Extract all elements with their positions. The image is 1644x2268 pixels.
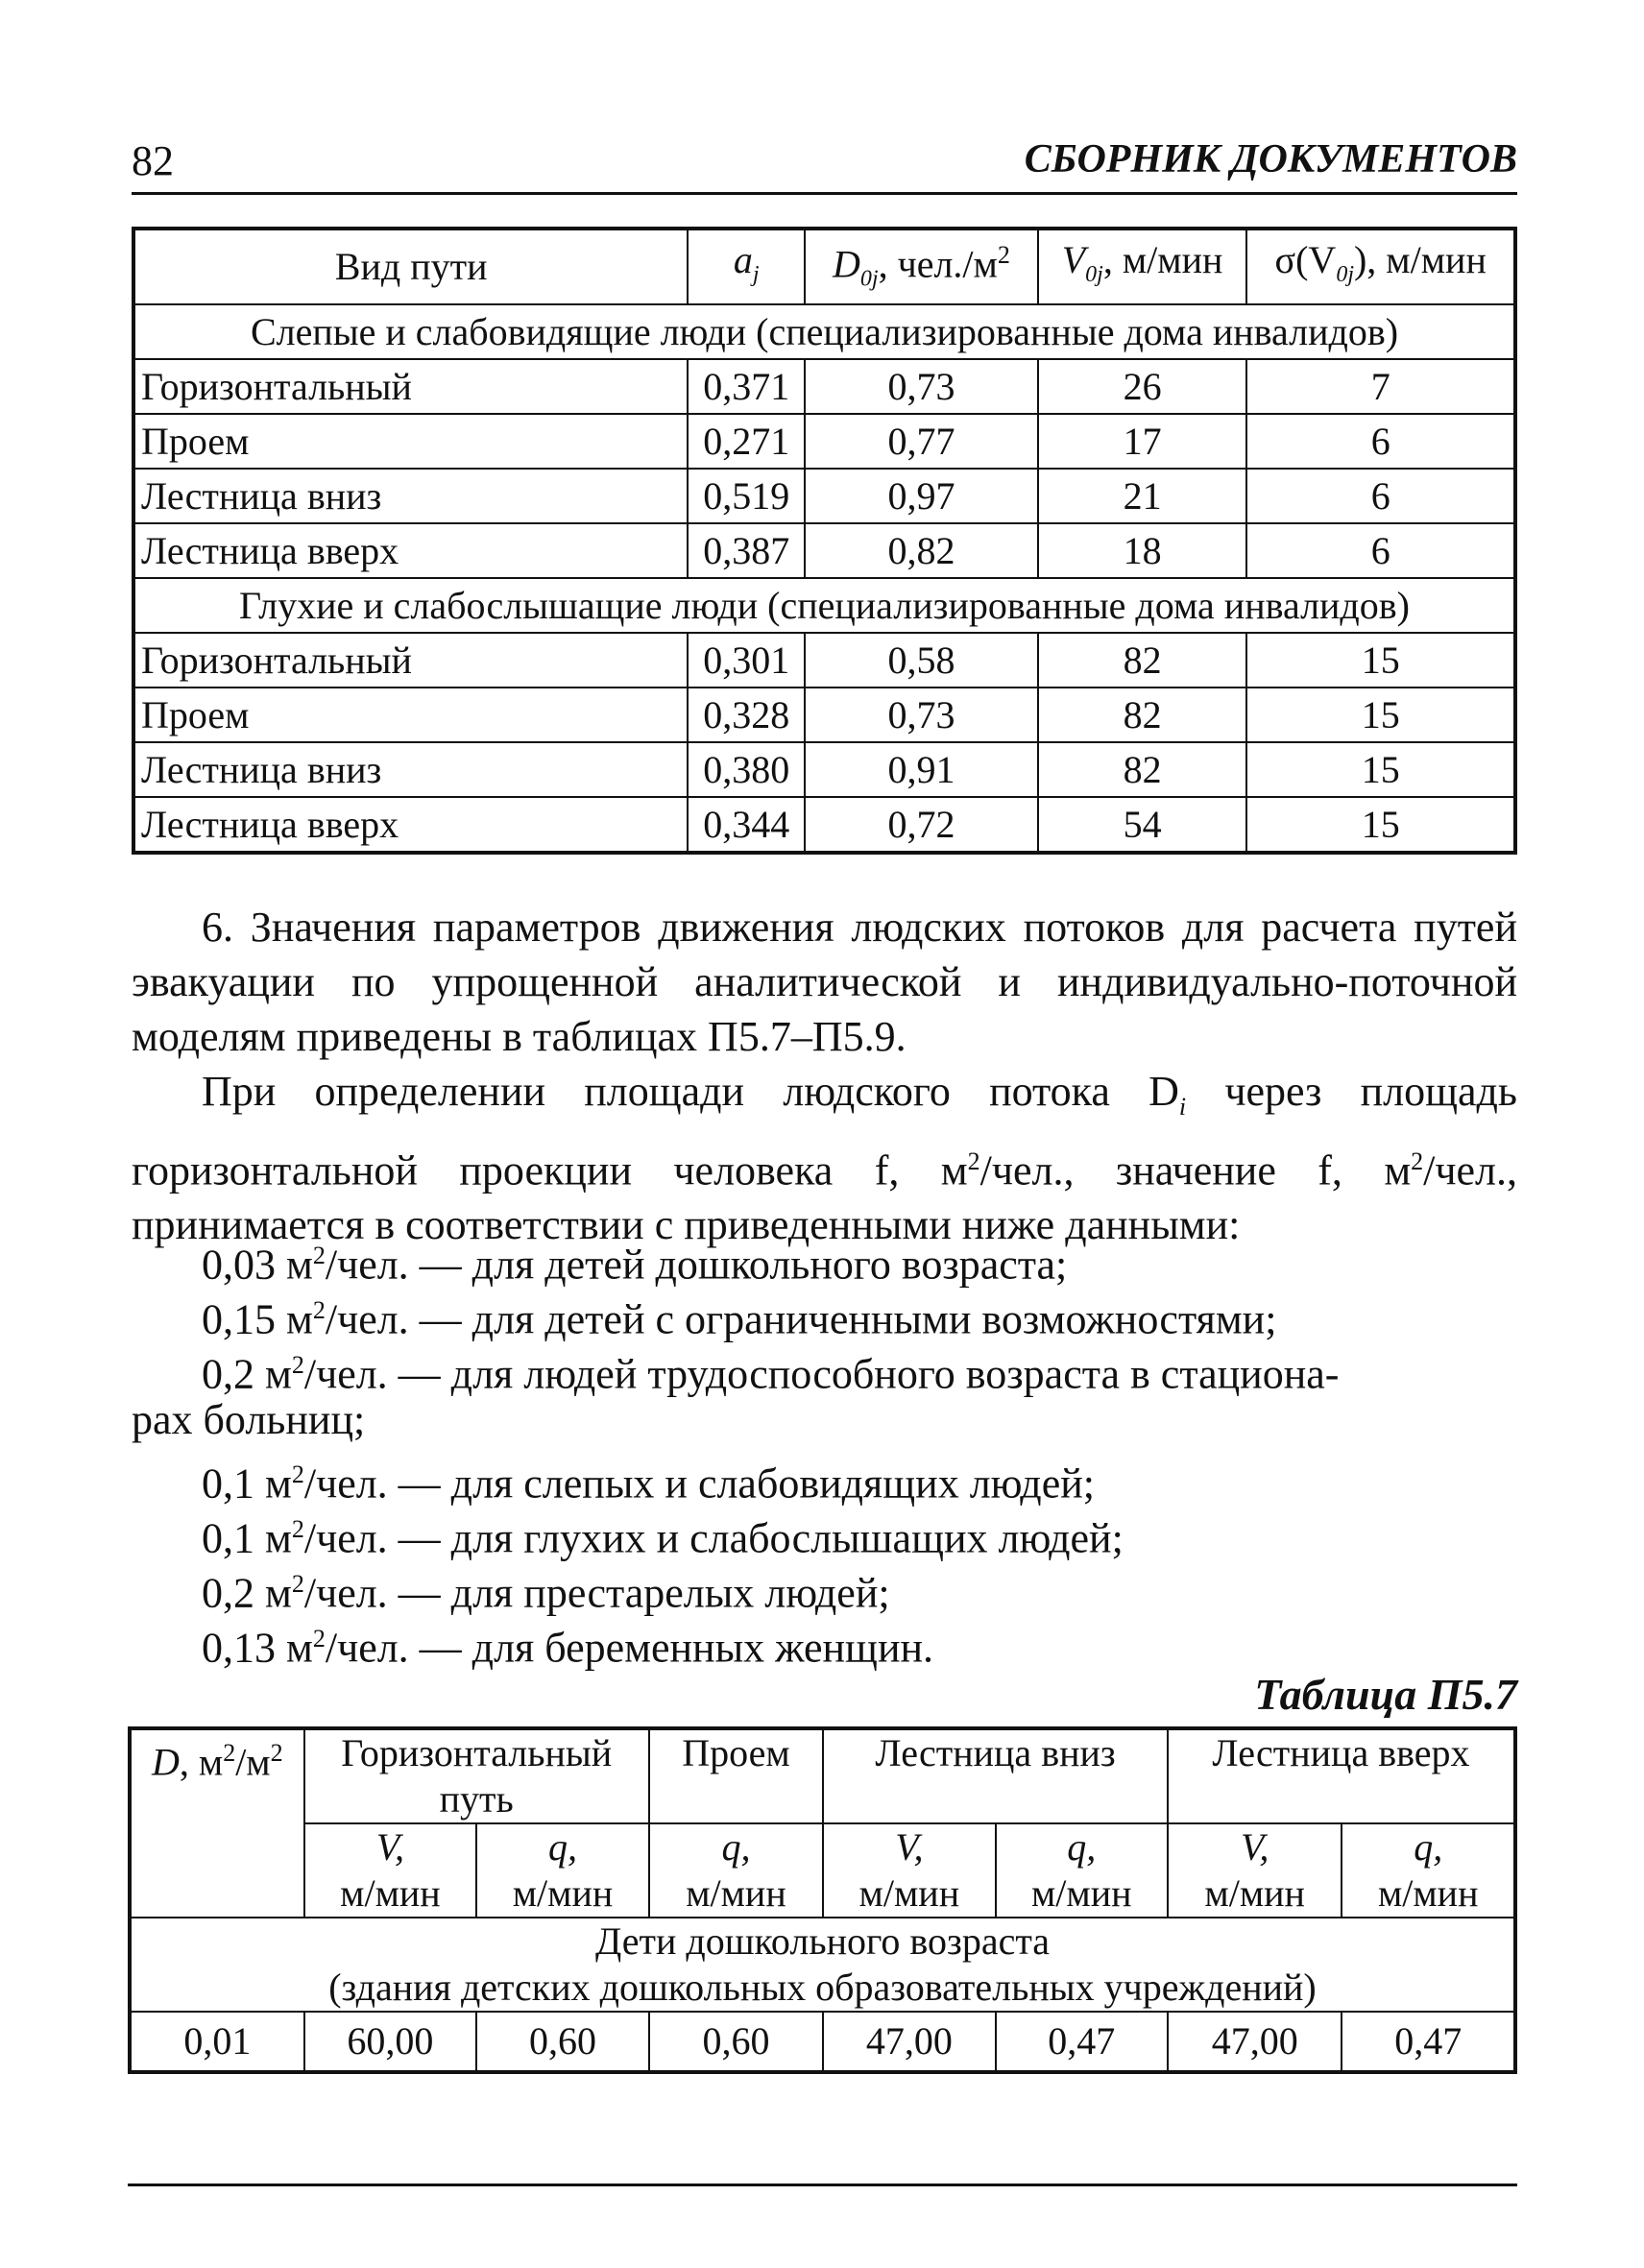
header-path-type: Вид пути <box>133 229 688 304</box>
subheader-q: q, м/мин <box>476 1823 649 1918</box>
header-sigma-v0j: $\sigma(V_{0j})$, м/мин <box>1246 229 1515 304</box>
list-item-continuation: рах больниц; <box>132 1396 366 1443</box>
group-row <box>130 1918 1515 2012</box>
cell: 47,00 <box>1168 2012 1342 2072</box>
cell: 0,82 <box>805 523 1038 578</box>
cell: 0,380 <box>688 742 805 797</box>
header-d: D, $м^2/м^2$ <box>130 1728 304 1918</box>
cell: 0,387 <box>688 523 805 578</box>
cell: 0,328 <box>688 688 805 742</box>
header-aj: $a_j$ <box>688 229 805 304</box>
cell: 6 <box>1246 469 1515 523</box>
cell: 82 <box>1038 688 1247 742</box>
header-v0j: $V_{0j}$, м/мин <box>1038 229 1247 304</box>
list-item: 0,1 $м^2$/чел. — для слепых и слабовидящих людей; <box>202 1460 1095 1508</box>
table-p5-7 <box>128 1726 1517 2074</box>
cell: Лестница вверх <box>133 523 688 578</box>
table-row <box>133 469 1515 523</box>
list-item: 0,13 $м^2$/чел. — для беременных женщин. <box>202 1624 934 1672</box>
cell: 0,72 <box>805 797 1038 853</box>
cell: 15 <box>1246 742 1515 797</box>
page-number: 82 <box>132 137 174 184</box>
header-stairs-up: Лестница вверх <box>1168 1728 1515 1823</box>
cell: 0,371 <box>688 359 805 414</box>
paragraph-area: При определении площади людского потока $D_i$ через площадь горизонтальной проекции человека f, $м^2$/чел., значение f, $м^2$/чел., принимается в соответствии с приведенными ниже данными: <box>132 1068 1517 1249</box>
subheader-q: q, м/мин <box>649 1823 823 1918</box>
cell: 47,00 <box>823 2012 995 2072</box>
cell: 17 <box>1038 414 1247 469</box>
subheader-v: V, м/мин <box>1168 1823 1342 1918</box>
header-horizontal: Горизонтальный путь <box>304 1728 649 1823</box>
cell: 0,271 <box>688 414 805 469</box>
group-label-deaf: Глухие и слабослышащие люди (специализированные дома инвалидов) <box>133 578 1515 633</box>
group-label-blind: Слепые и слабовидящие люди (специализированные дома инвалидов) <box>133 304 1515 359</box>
subheader-v: V, м/мин <box>823 1823 995 1918</box>
subheader-q: q, м/мин <box>996 1823 1168 1918</box>
bottom-rule <box>128 2184 1517 2186</box>
cell: Лестница вверх <box>133 797 688 853</box>
table-subheader-row <box>130 1823 1515 1918</box>
table-row <box>133 633 1515 688</box>
cell: 82 <box>1038 633 1247 688</box>
cell: Лестница вниз <box>133 469 688 523</box>
group-label-preschool: Дети дошкольного возраста (здания детских дошкольных образовательных учреждений) <box>130 1918 1515 2012</box>
cell: 0,47 <box>996 2012 1168 2072</box>
cell: Проем <box>133 414 688 469</box>
cell: 6 <box>1246 414 1515 469</box>
cell: Лестница вниз <box>133 742 688 797</box>
paragraph-6: 6. Значения параметров движения людских потоков для расчета путей эвакуации по упрощенной аналитической и индивидуально-поточной моделям приведены в таблицах П5.7–П5.9. <box>132 904 1517 1060</box>
list-item: 0,2 $м^2$/чел. — для престарелых людей; <box>202 1569 890 1617</box>
cell: 0,58 <box>805 633 1038 688</box>
cell: 21 <box>1038 469 1247 523</box>
cell: 15 <box>1246 797 1515 853</box>
cell: Горизонтальный <box>133 359 688 414</box>
subheader-v: V, м/мин <box>304 1823 477 1918</box>
list-item: 0,1 $м^2$/чел. — для глухих и слабослышащих людей; <box>202 1514 1124 1562</box>
cell: 54 <box>1038 797 1247 853</box>
cell: 7 <box>1246 359 1515 414</box>
cell: 0,77 <box>805 414 1038 469</box>
movement-params-table <box>132 227 1517 855</box>
subheader-q: q, м/мин <box>1342 1823 1515 1918</box>
cell: 0,60 <box>476 2012 649 2072</box>
table-header-row <box>133 229 1515 304</box>
header-d0j: $D_{0j}$, $чел./м^2$ <box>805 229 1038 304</box>
list-item: 0,15 $м^2$/чел. — для детей с ограниченными возможностями; <box>202 1295 1277 1343</box>
table-row <box>133 742 1515 797</box>
cell: 15 <box>1246 633 1515 688</box>
table-row <box>133 797 1515 853</box>
group-row <box>133 578 1515 633</box>
cell: 0,73 <box>805 688 1038 742</box>
cell: 0,60 <box>649 2012 823 2072</box>
table-row <box>133 688 1515 742</box>
cell: 82 <box>1038 742 1247 797</box>
cell: 0,97 <box>805 469 1038 523</box>
header-opening: Проем <box>649 1728 823 1823</box>
cell: 0,01 <box>130 2012 304 2072</box>
cell: 18 <box>1038 523 1247 578</box>
table-row <box>130 2012 1515 2072</box>
table-row <box>133 414 1515 469</box>
cell: 6 <box>1246 523 1515 578</box>
cell: Горизонтальный <box>133 633 688 688</box>
table-row <box>133 359 1515 414</box>
cell: 0,519 <box>688 469 805 523</box>
table-row <box>133 523 1515 578</box>
header-stairs-down: Лестница вниз <box>823 1728 1168 1823</box>
table-header-row <box>130 1728 1515 1823</box>
cell: 26 <box>1038 359 1247 414</box>
cell: Проем <box>133 688 688 742</box>
cell: 0,73 <box>805 359 1038 414</box>
cell: 0,344 <box>688 797 805 853</box>
table-caption: Таблица П5.7 <box>1254 1670 1517 1719</box>
cell: 0,91 <box>805 742 1038 797</box>
page-header <box>132 134 1517 195</box>
cell: 15 <box>1246 688 1515 742</box>
running-title: СБОРНИК ДОКУМЕНТОВ <box>1024 137 1517 181</box>
cell: 0,47 <box>1342 2012 1515 2072</box>
cell: 60,00 <box>304 2012 477 2072</box>
list-item: 0,03 $м^2$/чел. — для детей дошкольного возраста; <box>202 1241 1068 1289</box>
group-row <box>133 304 1515 359</box>
cell: 0,301 <box>688 633 805 688</box>
list-item: 0,2 $м^2$/чел. — для людей трудоспособного возраста в стациона- <box>202 1350 1340 1398</box>
